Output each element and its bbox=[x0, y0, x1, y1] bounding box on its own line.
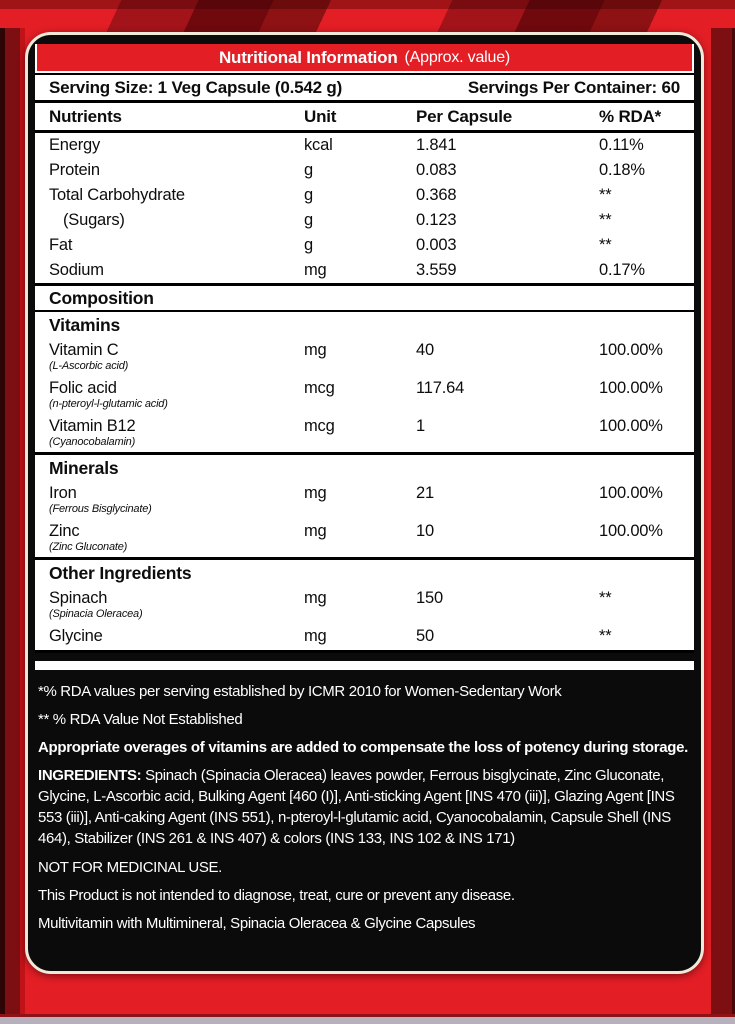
nutrient-amount: 1 bbox=[416, 417, 425, 435]
not-medicinal-note: NOT FOR MEDICINAL USE. bbox=[38, 859, 222, 876]
left-package-edge bbox=[0, 28, 28, 1014]
ingredients-label: INGREDIENTS: bbox=[38, 767, 142, 784]
nutrient-amount: 10 bbox=[416, 522, 434, 540]
nutrient-name: Iron bbox=[49, 484, 77, 502]
nutrient-subname: (Spinacia Oleracea) bbox=[49, 608, 143, 620]
nutrient-name: Spinach bbox=[49, 589, 108, 607]
nutrient-subname: (Cyanocobalamin) bbox=[49, 436, 136, 448]
label-panel bbox=[25, 32, 704, 974]
table-title-suffix: (Approx. value) bbox=[404, 48, 511, 66]
nutrient-unit: mcg bbox=[304, 379, 335, 397]
table-row bbox=[35, 376, 694, 414]
nutrient-unit: mg bbox=[304, 627, 327, 645]
ingredients-text: Spinach (Spinacia Oleracea) leaves powder, Ferrous bisglycinate, Zinc Gluconate, Glycine, L-Ascorbic acid, Bulking Agent [460 (I)], Anti-sticking Agent [INS 470 (iii)], Glazing Agent [INS 553 (iii)], Anti-caking Agent (INS 551), n-pteroyl-l-glutamic acid, Cyanocobalamin, Capsule Shell (INS 464), Stabilizer (INS 261 & INS 407) & colors (INS 133, INS 102 & INS 171) bbox=[38, 767, 675, 847]
nutrient-subname: (n-pteroyl-l-glutamic acid) bbox=[49, 398, 168, 410]
nutrient-unit: g bbox=[304, 161, 313, 179]
table-row bbox=[35, 414, 694, 452]
nutrient-amount: 40 bbox=[416, 341, 434, 359]
nutrient-name: Vitamin B12 bbox=[49, 417, 136, 435]
nutrient-name: Protein bbox=[49, 161, 100, 179]
table-row bbox=[35, 519, 694, 557]
table-row bbox=[35, 208, 694, 233]
nutrient-amount: 0.003 bbox=[416, 236, 457, 254]
nutrient-name: Folic acid bbox=[49, 379, 117, 397]
nutrient-unit: mg bbox=[304, 522, 327, 540]
minerals-header: Minerals bbox=[35, 452, 694, 481]
table-row bbox=[35, 233, 694, 258]
table-row bbox=[35, 183, 694, 208]
nutrient-name: Zinc bbox=[49, 522, 80, 540]
nutrient-name: Energy bbox=[49, 136, 101, 154]
rda-not-established-note: ** % RDA Value Not Established bbox=[38, 711, 243, 728]
nutrient-unit: kcal bbox=[304, 136, 333, 154]
nutrient-rda: 0.11% bbox=[599, 136, 644, 154]
table-title-bar bbox=[37, 44, 692, 71]
col-rda: % RDA* bbox=[599, 106, 662, 126]
nutrient-rda: 100.00% bbox=[599, 484, 663, 502]
disclaimer-note: This Product is not intended to diagnose, treat, cure or prevent any disease. bbox=[38, 887, 515, 904]
nutrient-rda: ** bbox=[599, 627, 612, 645]
col-per-capsule: Per Capsule bbox=[416, 106, 513, 126]
nutrient-name: (Sugars) bbox=[63, 211, 125, 229]
nutrient-unit: mg bbox=[304, 261, 327, 279]
col-unit: Unit bbox=[304, 106, 337, 126]
product-description: Multivitamin with Multimineral, Spinacia Oleracea & Glycine Capsules bbox=[38, 915, 476, 932]
nutrient-unit: g bbox=[304, 236, 313, 254]
nutrient-subname: (Zinc Gluconate) bbox=[49, 541, 128, 553]
nutrient-amount: 0.083 bbox=[416, 161, 457, 179]
table-row bbox=[35, 586, 694, 624]
other-ingredients-header: Other Ingredients bbox=[35, 557, 694, 586]
nutrient-name: Vitamin C bbox=[49, 341, 119, 359]
nutrient-rda: 100.00% bbox=[599, 341, 663, 359]
nutrient-amount: 117.64 bbox=[416, 379, 465, 397]
nutrient-amount: 0.123 bbox=[416, 211, 457, 229]
table-row bbox=[35, 258, 694, 283]
nutrient-rda: ** bbox=[599, 236, 612, 254]
footnotes bbox=[28, 670, 701, 934]
nutrient-name: Glycine bbox=[49, 627, 103, 645]
nutrient-unit: mcg bbox=[304, 417, 335, 435]
table-bottom-rule bbox=[35, 650, 694, 653]
nutrient-rda: 100.00% bbox=[599, 379, 663, 397]
nutrient-amount: 21 bbox=[416, 484, 434, 502]
column-header-row bbox=[35, 103, 694, 133]
nutrient-rda: ** bbox=[599, 186, 612, 204]
table-row bbox=[35, 158, 694, 183]
nutrient-name: Fat bbox=[49, 236, 73, 254]
nutrient-amount: 50 bbox=[416, 627, 434, 645]
nutrient-unit: g bbox=[304, 186, 313, 204]
nutrient-name: Total Carbohydrate bbox=[49, 186, 185, 204]
nutrient-amount: 3.559 bbox=[416, 261, 457, 279]
nutrient-rda: 100.00% bbox=[599, 417, 663, 435]
nutrient-subname: (L-Ascorbic acid) bbox=[49, 360, 129, 372]
serving-row bbox=[35, 73, 694, 103]
composition-header: Composition bbox=[35, 283, 694, 312]
ingredients-paragraph bbox=[38, 765, 691, 849]
nutrient-name: Sodium bbox=[49, 261, 104, 279]
nutrient-unit: mg bbox=[304, 484, 327, 502]
nutrient-amount: 0.368 bbox=[416, 186, 457, 204]
nutrient-unit: mg bbox=[304, 589, 327, 607]
table-row bbox=[35, 338, 694, 376]
nutrient-amount: 1.841 bbox=[416, 136, 457, 154]
table-title: Nutritional Information bbox=[218, 47, 398, 67]
servings-per-container: Servings Per Container: 60 bbox=[467, 77, 680, 97]
right-package-edge bbox=[707, 28, 735, 1014]
nutrient-amount: 150 bbox=[416, 589, 443, 607]
table-row bbox=[35, 481, 694, 519]
serving-size: Serving Size: 1 Veg Capsule (0.542 g) bbox=[49, 77, 343, 97]
white-separator-bar bbox=[35, 661, 694, 670]
nutrient-rda: ** bbox=[599, 589, 612, 607]
nutrient-unit: g bbox=[304, 211, 313, 229]
nutrient-rda: 0.17% bbox=[599, 261, 645, 279]
rda-source-note: *% RDA values per serving established by ICMR 2010 for Women-Sedentary Work bbox=[38, 683, 562, 700]
nutrient-rda: 0.18% bbox=[599, 161, 645, 179]
nutrient-rda: 100.00% bbox=[599, 522, 663, 540]
nutrition-table bbox=[35, 44, 694, 653]
vitamins-header: Vitamins bbox=[49, 314, 121, 335]
nutrient-subname: (Ferrous Bisglycinate) bbox=[49, 503, 152, 515]
col-nutrients: Nutrients bbox=[49, 106, 122, 126]
nutrient-rda: ** bbox=[599, 211, 612, 229]
nutrient-unit: mg bbox=[304, 341, 327, 359]
table-row bbox=[35, 133, 694, 158]
overages-note: Appropriate overages of vitamins are added to compensate the loss of potency during storage. bbox=[38, 739, 689, 756]
bottom-package-edge bbox=[0, 1014, 735, 1024]
table-row bbox=[35, 624, 694, 650]
